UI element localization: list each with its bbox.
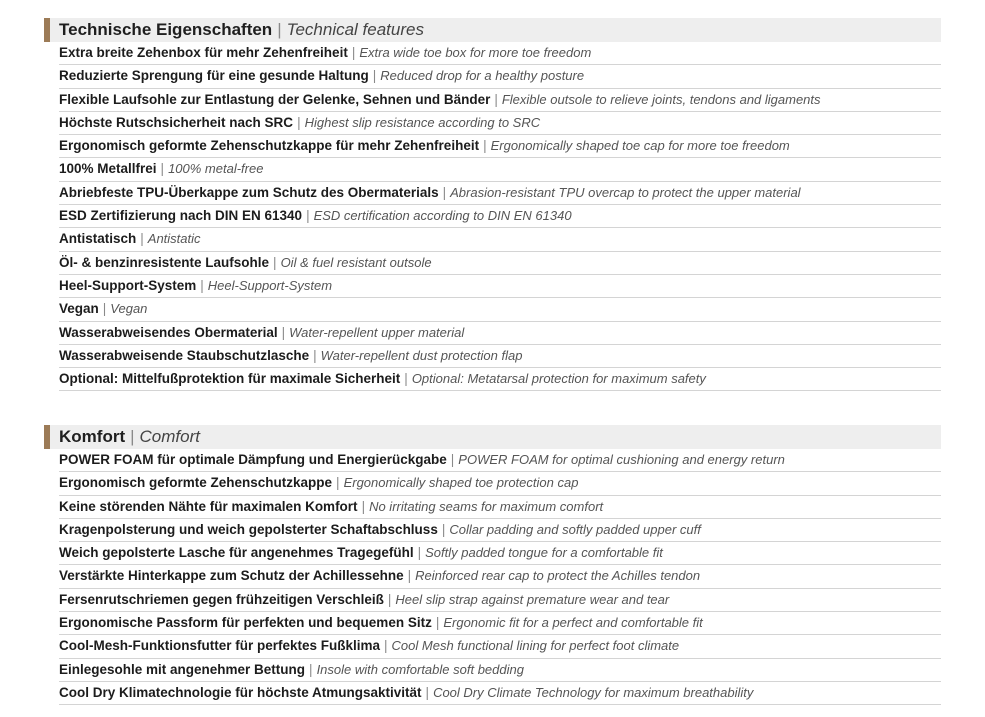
- feature-label-en: Optional: Metatarsal protection for maximum safety: [411, 371, 706, 387]
- feature-label-de: Abriebfeste TPU-Überkappe zum Schutz des Obermaterials: [59, 184, 439, 200]
- technical-features-header: [44, 18, 941, 42]
- feature-label-en: Ergonomic fit for a perfect and comfortable fit: [443, 615, 703, 631]
- feature-label-en: Cool Dry Climate Technology for maximum breathability: [433, 684, 754, 700]
- title-separator: |: [277, 20, 282, 39]
- feature-separator: |: [384, 638, 388, 654]
- feature-separator: |: [273, 254, 277, 270]
- comfort-features-list: [44, 449, 941, 705]
- technical-features-list: [44, 42, 941, 391]
- feature-row: [59, 158, 941, 181]
- feature-label-de: Ergonomische Passform für perfekten und bequemen Sitz: [59, 615, 432, 631]
- feature-label-de: Wasserabweisendes Obermaterial: [59, 324, 278, 340]
- feature-row: [59, 322, 941, 345]
- feature-separator: |: [387, 591, 392, 607]
- feature-row: [59, 252, 941, 275]
- feature-label-en: Water-repellent upper material: [289, 324, 465, 340]
- feature-label-en: POWER FOAM for optimal cushioning and energy return: [458, 452, 785, 467]
- feature-label-en: Insole with comfortable soft bedding: [316, 661, 524, 677]
- feature-label-de: Verstärkte Hinterkappe zum Schutz der Achillessehne: [59, 568, 404, 584]
- feature-label-en: Abrasion-resistant TPU overcap to protect the upper material: [450, 184, 801, 200]
- feature-label-en: Reinforced rear cap to protect the Achilles tendon: [415, 568, 701, 584]
- feature-separator: |: [425, 684, 430, 700]
- feature-label-en: 100% metal-free: [168, 161, 264, 177]
- feature-row: [59, 298, 941, 321]
- feature-separator: |: [494, 91, 498, 107]
- feature-separator: |: [372, 68, 377, 84]
- feature-separator: |: [281, 324, 286, 340]
- technical-features-section: [44, 18, 941, 391]
- section-title-de: Komfort: [59, 427, 126, 446]
- feature-label-de: ESD Zertifizierung nach DIN EN 61340: [59, 208, 303, 224]
- feature-separator: |: [309, 661, 313, 677]
- feature-separator: |: [306, 208, 310, 224]
- section-title-en: Technical features: [286, 20, 424, 39]
- feature-row: [59, 205, 941, 228]
- feature-separator: |: [297, 114, 301, 130]
- feature-separator: |: [450, 452, 455, 467]
- feature-row: [59, 275, 941, 298]
- feature-separator: |: [417, 545, 422, 561]
- comfort-section: [44, 425, 941, 705]
- feature-row: [59, 449, 941, 472]
- feature-row: [59, 65, 941, 88]
- section-title-en: Comfort: [139, 427, 200, 446]
- feature-label-de: Einlegesohle mit angenehmer Bettung: [59, 661, 306, 677]
- feature-label-de: POWER FOAM für optimale Dämpfung und Energierückgabe: [59, 452, 447, 467]
- feature-row: [59, 112, 941, 135]
- feature-separator: |: [435, 615, 440, 631]
- feature-label-en: Flexible outsole to relieve joints, tendons and ligaments: [501, 91, 821, 107]
- feature-separator: |: [102, 301, 107, 317]
- feature-label-en: Reduced drop for a healthy posture: [380, 68, 585, 84]
- feature-separator: |: [483, 138, 487, 154]
- feature-separator: |: [404, 371, 408, 387]
- feature-separator: |: [351, 45, 356, 60]
- feature-label-en: Cool Mesh functional lining for perfect foot climate: [391, 638, 680, 654]
- feature-row: [59, 565, 941, 588]
- feature-label-en: ESD certification according to DIN EN 61340: [313, 208, 572, 224]
- feature-separator: |: [140, 231, 144, 247]
- feature-row: [59, 589, 941, 612]
- feature-row: [59, 42, 941, 65]
- feature-label-de: Antistatisch: [59, 231, 137, 247]
- feature-label-de: Vegan: [59, 301, 99, 317]
- feature-row: [59, 135, 941, 158]
- feature-label-en: Oil & fuel resistant outsole: [280, 254, 432, 270]
- feature-row: [59, 228, 941, 251]
- feature-label-de: Wasserabweisende Staubschutzlasche: [59, 347, 310, 363]
- feature-label-en: Heel slip strap against premature wear and tear: [395, 591, 670, 607]
- feature-label-en: Softly padded tongue for a comfortable fit: [425, 545, 663, 561]
- feature-label-de: Weich gepolsterte Lasche für angenehmes Tragegefühl: [59, 545, 414, 561]
- feature-label-de: Öl- & benzinresistente Laufsohle: [59, 254, 270, 270]
- feature-separator: |: [441, 521, 446, 537]
- feature-separator: |: [407, 568, 412, 584]
- feature-separator: |: [313, 347, 317, 363]
- feature-label-de: Reduzierte Sprengung für eine gesunde Haltung: [59, 68, 369, 84]
- feature-label-de: Ergonomisch geformte Zehenschutzkappe für mehr Zehenfreiheit: [59, 138, 480, 154]
- feature-label-en: Antistatic: [147, 231, 201, 247]
- feature-label-en: Collar padding and softly padded upper cuff: [449, 521, 701, 537]
- section-title-de: Technische Eigenschaften: [59, 20, 273, 39]
- feature-label-en: Heel-Support-System: [207, 277, 333, 293]
- feature-label-en: Ergonomically shaped toe protection cap: [343, 475, 579, 491]
- feature-label-en: Highest slip resistance according to SRC: [304, 114, 541, 130]
- feature-label-de: 100% Metallfrei: [59, 161, 157, 177]
- feature-separator: |: [361, 498, 366, 514]
- feature-row: [59, 89, 941, 112]
- feature-row: [59, 345, 941, 368]
- feature-label-de: Höchste Rutschsicherheit nach SRC: [59, 114, 294, 130]
- feature-label-de: Flexible Laufsohle zur Entlastung der Gelenke, Sehnen und Bänder: [59, 91, 491, 107]
- feature-label-de: Fersenrutschriemen gegen frühzeitigen Verschleiß: [59, 591, 384, 607]
- feature-separator: |: [200, 277, 204, 293]
- title-separator: |: [130, 427, 135, 446]
- feature-separator: |: [442, 184, 447, 200]
- feature-label-de: Extra breite Zehenbox für mehr Zehenfreiheit: [59, 45, 348, 60]
- feature-row: [59, 612, 941, 635]
- feature-label-en: Vegan: [110, 301, 148, 317]
- feature-label-en: Water-repellent dust protection flap: [320, 347, 523, 363]
- feature-row: [59, 472, 941, 495]
- feature-label-de: Cool Dry Klimatechnologie für höchste Atmungsaktivität: [59, 684, 422, 700]
- feature-row: [59, 519, 941, 542]
- feature-label-de: Ergonomisch geformte Zehenschutzkappe: [59, 475, 333, 491]
- feature-row: [59, 182, 941, 205]
- feature-row: [59, 496, 941, 519]
- feature-row: [59, 682, 941, 705]
- feature-label-en: Ergonomically shaped toe cap for more toe freedom: [490, 138, 790, 154]
- feature-label-de: Keine störenden Nähte für maximalen Komfort: [59, 498, 358, 514]
- feature-label-en: No irritating seams for maximum comfort: [369, 498, 604, 514]
- feature-label-de: Kragenpolsterung und weich gepolsterter Schaftabschluss: [59, 521, 438, 537]
- feature-row: [59, 368, 941, 391]
- feature-row: [59, 542, 941, 565]
- feature-row: [59, 635, 941, 658]
- feature-separator: |: [336, 475, 340, 491]
- feature-label-de: Heel-Support-System: [59, 277, 197, 293]
- feature-label-de: Cool-Mesh-Funktionsfutter für perfektes Fußklima: [59, 638, 381, 654]
- comfort-header: [44, 425, 941, 449]
- feature-separator: |: [160, 161, 165, 177]
- feature-row: [59, 659, 941, 682]
- feature-label-en: Extra wide toe box for more toe freedom: [359, 45, 592, 60]
- feature-label-de: Optional: Mittelfußprotektion für maximale Sicherheit: [59, 371, 401, 387]
